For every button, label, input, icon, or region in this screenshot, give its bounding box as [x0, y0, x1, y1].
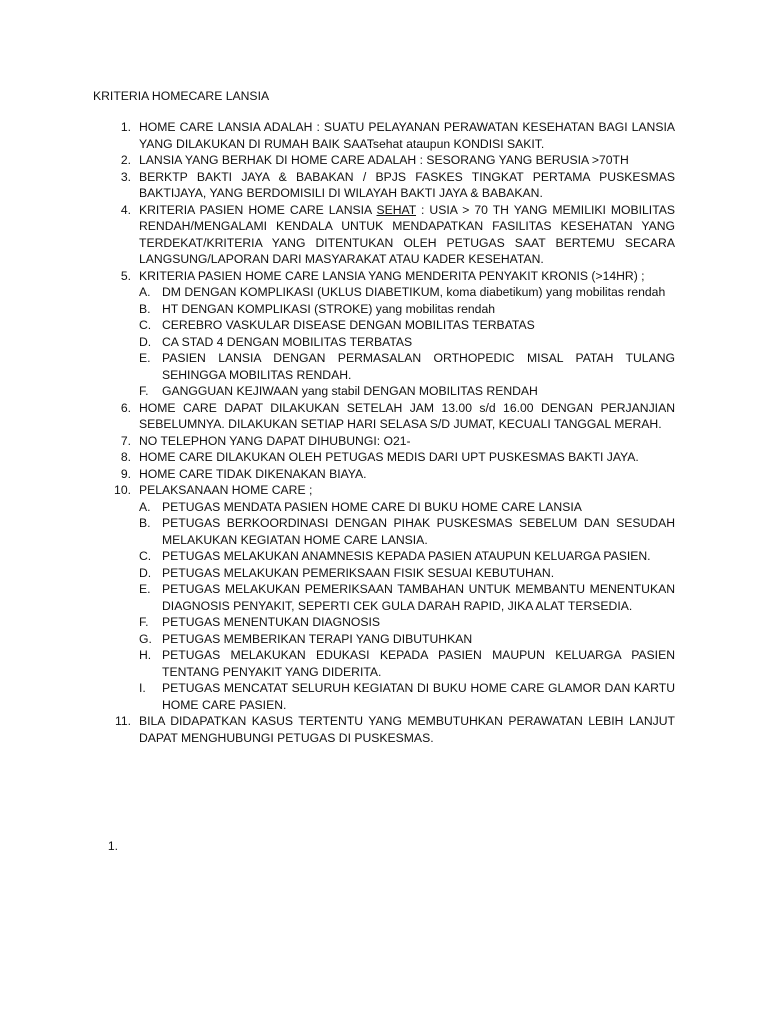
list-item — [93, 713, 675, 746]
item-text: HOME CARE DAPAT DILAKUKAN SETELAH JAM 13.00 s/d 16.00 DENGAN PERJANJIAN SEBELUMNYA. DILAKUKAN SETIAP HARI SELASA S/D JUMAT, KECUALI TANGGAL MERAH. — [139, 400, 675, 431]
item-number: 8. — [120, 450, 131, 464]
sub-list-item — [139, 548, 675, 565]
sub-list-item — [139, 317, 675, 334]
item-number: 1. — [107, 839, 118, 853]
item-number: 2. — [120, 153, 131, 167]
sub-item-letter: C. — [139, 549, 152, 563]
sub-list-item — [139, 565, 675, 582]
sub-item-letter: H. — [139, 648, 152, 662]
list-item — [93, 466, 675, 483]
sub-item-text: CA STAD 4 DENGAN MOBILITAS TERBATAS — [162, 334, 413, 349]
sub-list-item — [139, 631, 675, 648]
item-text: KRITERIA PASIEN HOME CARE LANSIA YANG MENDERITA PENYAKIT KRONIS (>14HR) ; — [139, 268, 645, 283]
document-title: KRITERIA HOMECARE LANSIA — [93, 89, 270, 103]
sub-item-letter: I. — [139, 681, 146, 695]
sub-list-item — [139, 614, 675, 631]
sub-list-item — [139, 334, 675, 351]
item-number: 10. — [114, 483, 131, 497]
sub-item-letter: C. — [139, 318, 152, 332]
sub-item-text: PETUGAS MELAKUKAN ANAMNESIS KEPADA PASIEN ATAUPUN KELUARGA PASIEN. — [162, 549, 651, 563]
item-text: HOME CARE TIDAK DIKENAKAN BIAYA. — [139, 466, 367, 481]
item-text: HOME CARE LANSIA ADALAH : SUATU PELAYANAN PERAWATAN KESEHATAN BAGI LANSIA YANG DILAKUKAN DI RUMAH BAIK SAATsehat ataupun KONDISI SAKIT. — [139, 120, 675, 151]
item-number: 6. — [120, 400, 131, 415]
item-text-after: : USIA > 70 TH YANG MEMILIKI MOBILITAS RENDAH/MENGALAMI KENDALA UNTUK MENDAPATKAN FASILITAS KESEHATAN YANG TERDEKAT/KRITERIA YANG DITENTUKAN OLEH PETUGAS SAAT BERTEMU SECARA LANGSUNG/LAPORAN DARI MASYARAKAT ATAU KADER KESEHATAN. — [139, 202, 675, 266]
sub-list-item — [139, 499, 675, 516]
item-text: BERKTP BAKTI JAYA & BABAKAN / BPJS FASKES TINGKAT PERTAMA PUSKESMAS BAKTIJAYA, YANG BERDOMISILI DI WILAYAH BAKTI JAYA & BABAKAN. — [139, 169, 675, 200]
list-item — [93, 433, 675, 450]
list-item — [93, 152, 675, 169]
underlined-word: SEHAT — [376, 202, 417, 217]
item-text: HOME CARE DILAKUKAN OLEH PETUGAS MEDIS DARI UPT PUSKESMAS BAKTI JAYA. — [139, 450, 639, 464]
sub-list-item — [139, 680, 675, 713]
sub-item-text: PETUGAS MENENTUKAN DIAGNOSIS — [162, 615, 381, 629]
sub-list-item — [139, 284, 675, 301]
sub-item-text: GANGGUAN KEJIWAAN yang stabil DENGAN MOBILITAS RENDAH — [162, 384, 538, 398]
sub-list-item — [139, 581, 675, 614]
item-text: PELAKSANAAN HOME CARE ; — [139, 483, 313, 497]
sub-item-letter: F. — [139, 615, 149, 629]
sub-item-text: DM DENGAN KOMPLIKASI (UKLUS DIABETIKUM, koma diabetikum) yang mobilitas rendah — [162, 285, 666, 299]
sub-list-item — [139, 301, 675, 318]
sub-list — [139, 284, 675, 400]
list-item — [93, 268, 675, 400]
sub-item-text: PETUGAS MELAKUKAN EDUKASI KEPADA PASIEN MAUPUN KELUARGA PASIEN TENTANG PENYAKIT YANG DIDERITA. — [162, 648, 675, 679]
sub-list-item — [139, 515, 675, 548]
sub-item-letter: E. — [139, 582, 151, 596]
sub-item-letter: A. — [139, 499, 151, 514]
sub-item-letter: D. — [139, 565, 152, 580]
sub-list — [139, 499, 675, 714]
list-item — [93, 400, 675, 433]
sub-item-text: PETUGAS MENCATAT SELURUH KEGIATAN DI BUKU HOME CARE GLAMOR DAN KARTU HOME CARE PASIEN. — [162, 681, 675, 712]
sub-item-text: PETUGAS MENDATA PASIEN HOME CARE DI BUKU HOME CARE LANSIA — [162, 499, 582, 514]
item-number: 1. — [120, 120, 131, 134]
item-text-before: KRITERIA PASIEN HOME CARE LANSIA — [139, 202, 377, 217]
sub-item-letter: D. — [139, 334, 152, 349]
sub-list-item — [139, 350, 675, 383]
sub-item-letter: F. — [139, 384, 149, 398]
sub-item-letter: B. — [139, 516, 151, 530]
item-text — [139, 202, 675, 268]
list-item — [93, 119, 675, 152]
item-number: 11. — [114, 714, 131, 728]
sub-list-item — [139, 647, 675, 680]
item-text: BILA DIDAPATKAN KASUS TERTENTU YANG MEMBUTUHKAN PERAWATAN LEBIH LANJUT DAPAT MENGHUBUNGI PETUGAS DI PUSKESMAS. — [139, 714, 675, 745]
sub-item-text: CEREBRO VASKULAR DISEASE DENGAN MOBILITAS TERBATAS — [162, 318, 535, 332]
sub-item-text: PETUGAS MEMBERIKAN TERAPI YANG DIBUTUHKAN — [162, 631, 473, 646]
sub-list-item — [139, 383, 675, 400]
empty-list-item — [93, 838, 153, 855]
item-number: 5. — [120, 268, 131, 283]
sub-item-letter: E. — [139, 351, 151, 365]
sub-item-letter: G. — [139, 631, 152, 646]
sub-item-text: PETUGAS MELAKUKAN PEMERIKSAAN TAMBAHAN UNTUK MEMBANTU MENENTUKAN DIAGNOSIS PENYAKIT, SEPERTI CEK GULA DARAH RAPID, JIKA ALAT TERSEDIA. — [162, 582, 675, 613]
list-item — [93, 482, 675, 713]
list-item — [93, 202, 675, 268]
list-item — [93, 449, 675, 466]
item-number: 9. — [120, 466, 131, 481]
sub-item-letter: A. — [139, 285, 151, 299]
sub-item-text: PETUGAS MELAKUKAN PEMERIKSAAN FISIK SESUAI KEBUTUHAN. — [162, 565, 555, 580]
sub-item-letter: B. — [139, 301, 151, 316]
item-number: 4. — [120, 202, 131, 217]
list-item — [93, 169, 675, 202]
sub-item-text: PETUGAS BERKOORDINASI DENGAN PIHAK PUSKESMAS SEBELUM DAN SESUDAH MELAKUKAN KEGIATAN HOME CARE LANSIA. — [162, 516, 675, 547]
criteria-list — [93, 119, 675, 746]
item-number: 7. — [120, 433, 131, 448]
sub-item-text: PASIEN LANSIA DENGAN PERMASALAN ORTHOPEDIC MISAL PATAH TULANG SEHINGGA MOBILITAS RENDAH. — [162, 351, 675, 382]
item-number: 3. — [120, 169, 131, 184]
item-text: LANSIA YANG BERHAK DI HOME CARE ADALAH : SESORANG YANG BERUSIA >70TH — [139, 153, 629, 167]
sub-item-text: HT DENGAN KOMPLIKASI (STROKE) yang mobilitas rendah — [162, 301, 496, 316]
item-text: NO TELEPHON YANG DAPAT DIHUBUNGI: O21- — [139, 433, 411, 448]
